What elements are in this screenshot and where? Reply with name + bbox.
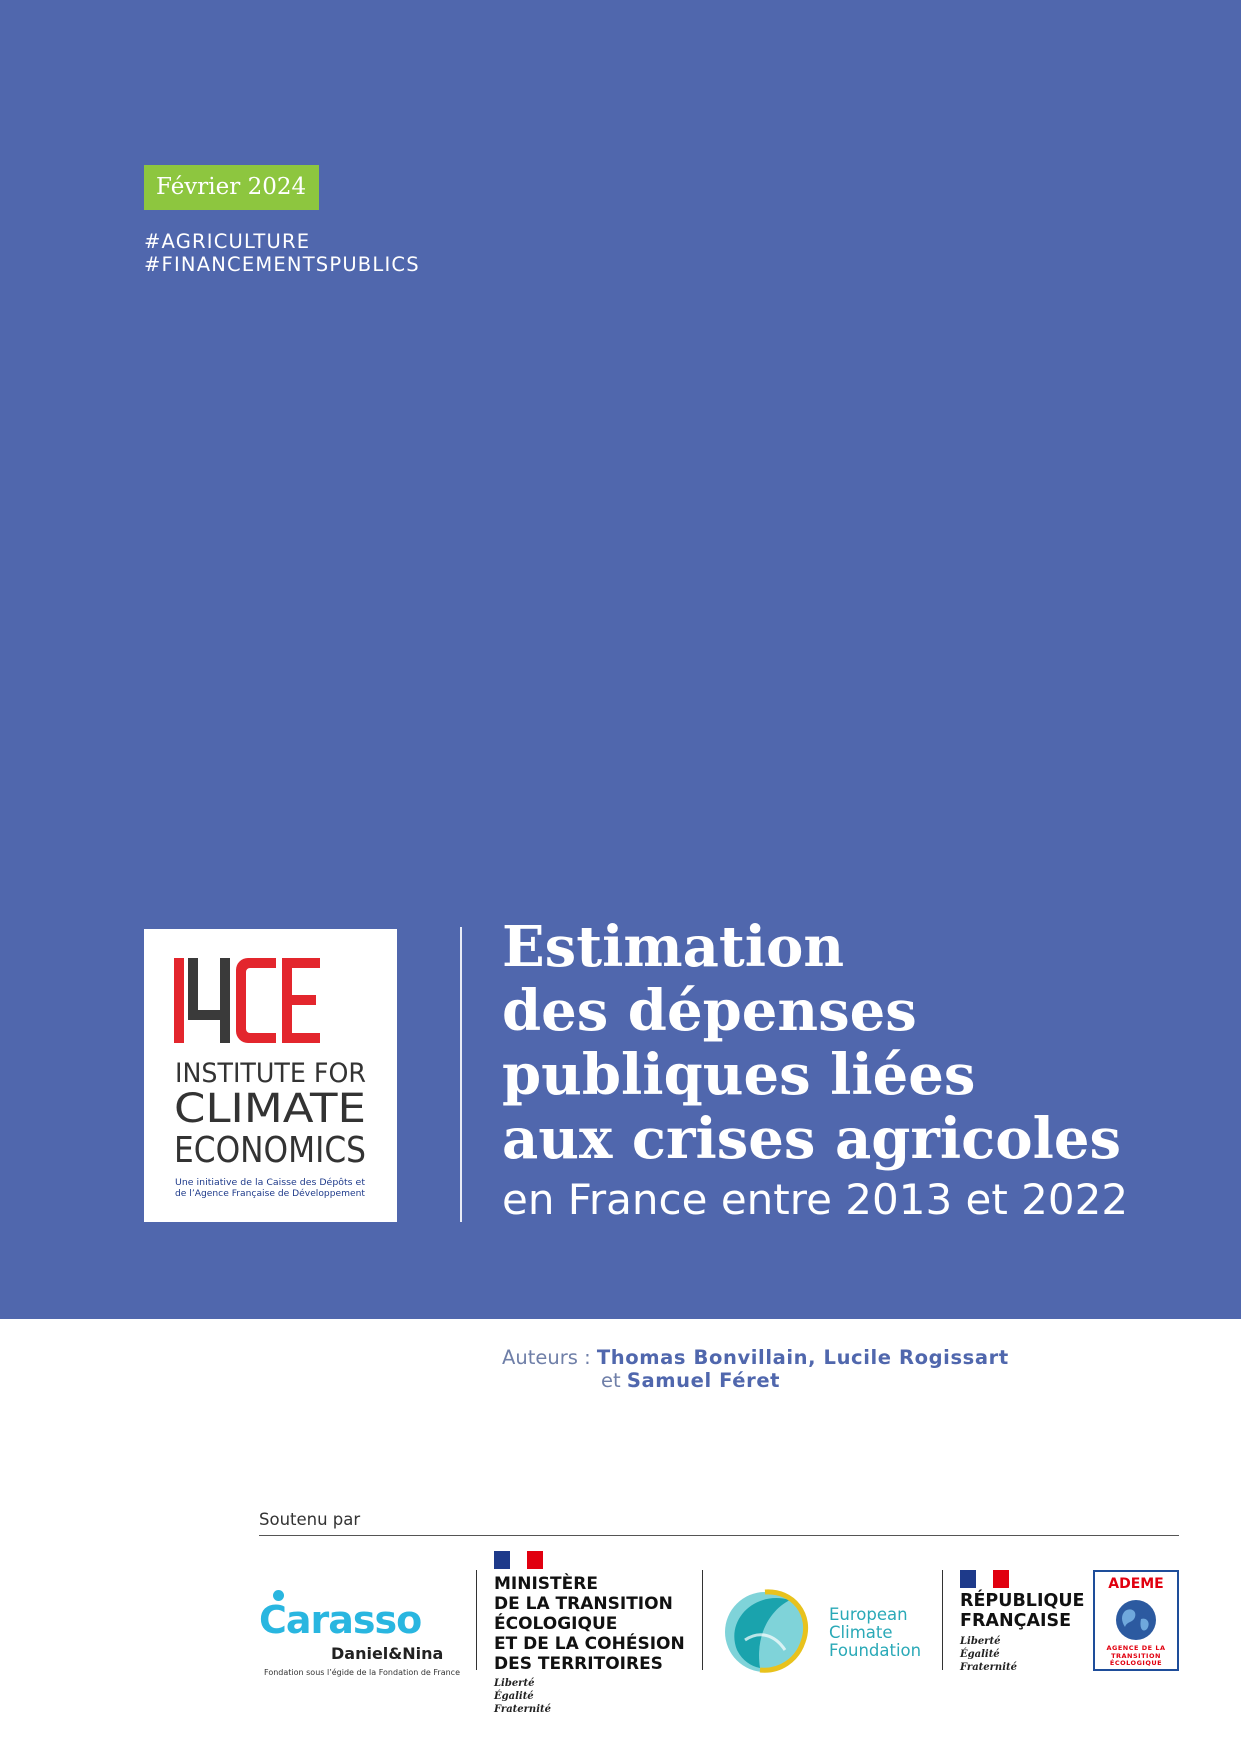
- ademe-foot-line: TRANSITION: [1111, 1651, 1161, 1660]
- sponsors-label: Soutenu par: [259, 1510, 361, 1529]
- devise-word: Égalité: [960, 1649, 1000, 1660]
- i4ce-logo-graphic: [144, 929, 397, 1222]
- ministere-line: MINISTÈRE: [494, 1574, 598, 1594]
- ademe-logo: [1093, 1570, 1179, 1671]
- devise-word: Fraternité: [960, 1662, 1017, 1673]
- ecf-line: Climate: [829, 1623, 893, 1642]
- republique-logo: [960, 1591, 1085, 1674]
- title-line: des dépenses: [502, 978, 917, 1044]
- authors: [502, 1346, 1009, 1392]
- sponsor-separator: [476, 1570, 477, 1670]
- devise-word: Liberté: [960, 1636, 1001, 1647]
- marianne-flag-icon: [960, 1570, 1009, 1588]
- i4ce-logo: [144, 929, 397, 1222]
- carasso-foot: Fondation sous l’égide de la Fondation de France: [264, 1668, 460, 1677]
- ademe-globe-icon: [1115, 1599, 1157, 1641]
- ecf-line: European: [829, 1605, 908, 1624]
- hashtag: #AGRICULTURE: [144, 230, 311, 253]
- ecf-globe-icon: [715, 1580, 815, 1680]
- ademe-foot-line: AGENCE DE LA: [1106, 1644, 1166, 1652]
- sponsor-separator: [702, 1570, 703, 1670]
- title-divider: [460, 927, 462, 1222]
- carasso-logo: [259, 1590, 460, 1680]
- logo-tagline: de l’Agence Française de Développement: [175, 1189, 363, 1199]
- carasso-name: Carasso: [259, 1598, 422, 1642]
- report-title: [502, 915, 1128, 1227]
- logo-line: INSTITUTE FOR: [175, 1058, 366, 1089]
- ministere-logo: [494, 1574, 685, 1716]
- hashtags: [144, 230, 420, 276]
- devise-word: Liberté: [494, 1678, 535, 1689]
- author-names: Thomas Bonvillain, Lucile Rogissart: [596, 1346, 1009, 1369]
- devise-word: Fraternité: [494, 1704, 551, 1715]
- ministere-line: DES TERRITOIRES: [494, 1654, 663, 1674]
- ademe-foot-line: ÉCOLOGIQUE: [1109, 1659, 1163, 1667]
- ademe-name: ADEME: [1108, 1576, 1164, 1592]
- sponsors-rule: [259, 1535, 1179, 1536]
- marianne-flag-icon: [494, 1551, 543, 1569]
- title-line: Estimation: [502, 914, 845, 980]
- ecf-name: [829, 1606, 921, 1660]
- sponsor-separator: [942, 1570, 943, 1670]
- hashtag: #FINANCEMENTSPUBLICS: [144, 253, 420, 276]
- logo-tagline: Une initiative de la Caisse des Dépôts et: [175, 1178, 358, 1188]
- republique-line: RÉPUBLIQUE: [960, 1591, 1085, 1611]
- logo-line: ECONOMICS: [174, 1130, 366, 1171]
- devise-word: Égalité: [494, 1691, 534, 1702]
- title-line: publiques liées: [502, 1042, 976, 1108]
- title-subtitle: en France entre 2013 et 2022: [502, 1175, 1129, 1224]
- author-names: Samuel Féret: [626, 1369, 781, 1392]
- ademe-foot: [1095, 1645, 1177, 1668]
- authors-conjunction: et: [601, 1369, 621, 1392]
- republique-line: FRANÇAISE: [960, 1611, 1072, 1631]
- carasso-sub: Daniel&Nina: [331, 1644, 444, 1663]
- ministere-devise: [494, 1677, 685, 1716]
- ministere-line: ET DE LA COHÉSION: [494, 1634, 685, 1654]
- title-line: aux crises agricoles: [502, 1106, 1122, 1172]
- republique-devise: [960, 1635, 1085, 1674]
- date-badge: Février 2024: [144, 165, 319, 210]
- ecf-line: Foundation: [829, 1641, 922, 1660]
- ministere-line: DE LA TRANSITION: [494, 1594, 673, 1614]
- logo-line: CLIMATE: [174, 1086, 366, 1132]
- ministere-line: ÉCOLOGIQUE: [494, 1614, 618, 1634]
- authors-label: Auteurs :: [502, 1346, 591, 1369]
